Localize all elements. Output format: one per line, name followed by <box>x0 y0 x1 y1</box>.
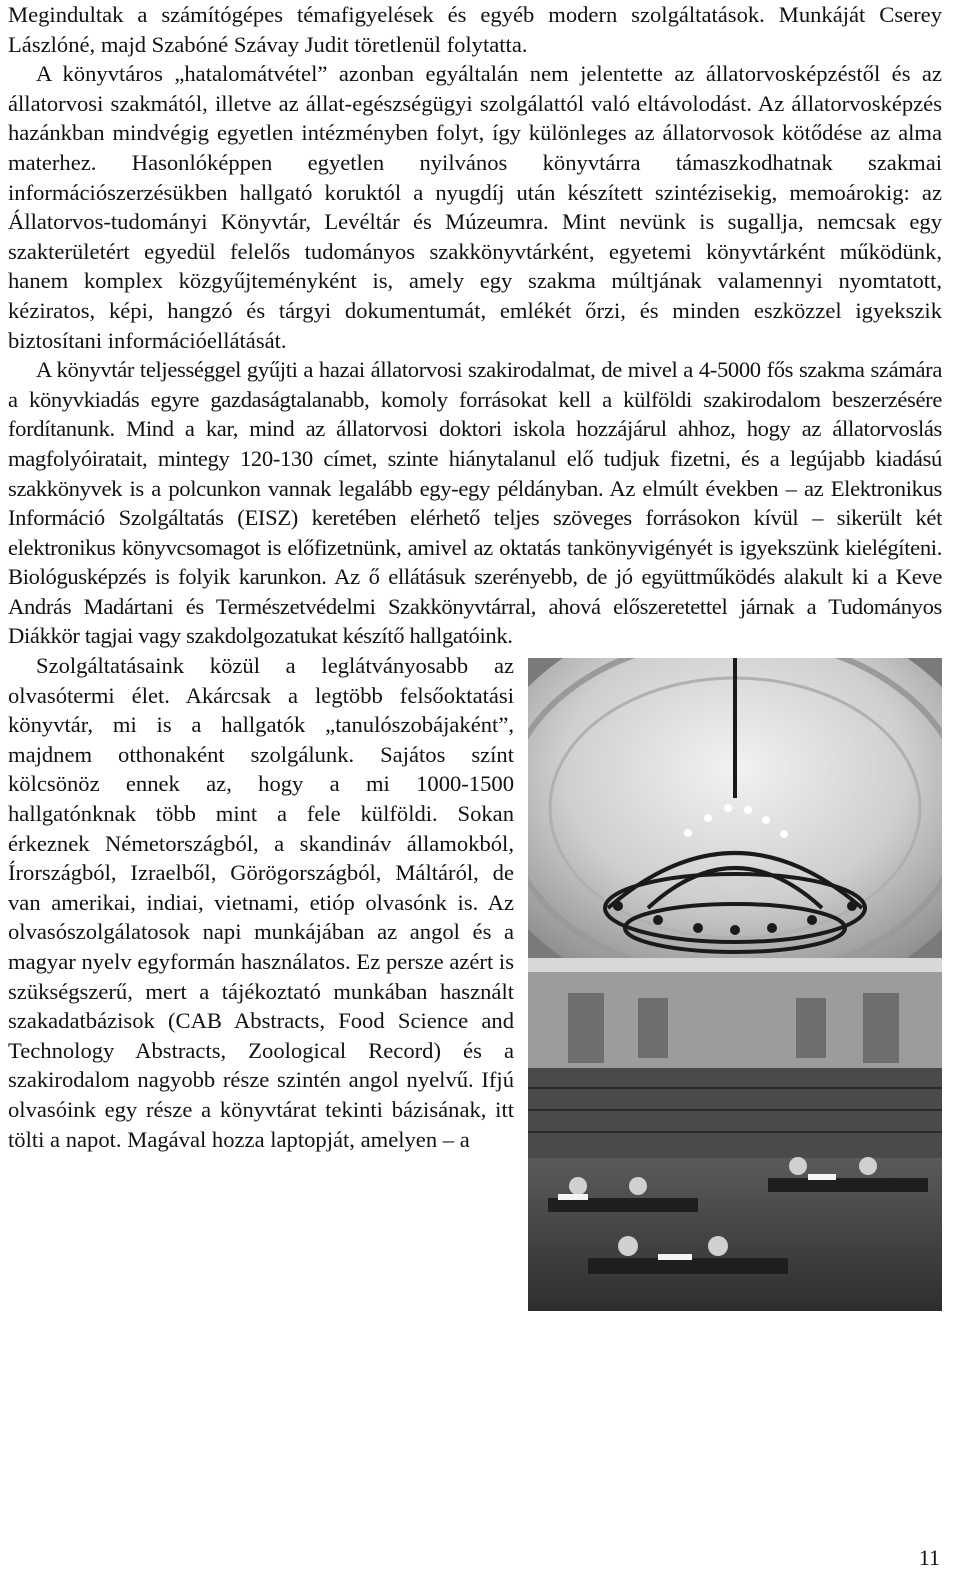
document-page <box>8 0 942 1311</box>
paragraph-4: Szolgáltatásaink közül a leglátványosabb az olvasótermi élet. Akárcsak a legtöbb felsőoktatási könyvtár, mi is a hallgatók „tanulószobájaként”, majdnem otthonaként szolgálunk. Sajátos színt kölcsönöz ennek az, hogy a mi 1000-1500 hallgatónknak több mint a fele külföldi. Sokan érkeznek Németországból, a skandináv államokból, Írországból, Izraelből, Görögországból, Máltáról, de van amerikai, indiai, vietnami, etióp olvasónk is. Az olvasószolgálatosok napi munkájában az angol és a magyar nyelv egyformán használatos. Ez persze azért is szükségszerű, mert a tájékoztató munkában használt szakadatbázisok (CAB Abstracts, Food Science and Technology Abstracts, Zoological Record) és a szakirodalom nagyobb része szintén angol nyelvű. Ifjú olvasóink egy része a könyvtárat tekinti bázisának, itt tölti a napot. Magával hozza laptopját, amelyen – a <box>8 653 514 1152</box>
intro-paragraph: Megindultak a számítógépes témafigyelések és egyéb modern szolgáltatások. Munkáját Cserey Lászlóné, majd Szabóné Szávay Judit töretlenül folytatta. <box>8 2 942 57</box>
paragraph-2: A könyvtáros „hatalomátvétel” azonban egyáltalán nem jelentette az állatorvosképzéstől és az állatorvosi szakmától, illetve az állat-egészségügyi szolgálattól való eltávolodást. Az állatorvosképzés hazánkban mindvégig egyetlen intézményben folyt, így különleges az állatorvosok kötődése az alma materhez. Hasonlóképpen egyetlen nyilvános könyvtárra támaszkodhatnak szakmai információszerzésükben hallgató koruktól a nyugdíj után készített szintézisekig, memoárokig: az Állatorvos-tudományi Könyvtár, Levéltár és Múzeumra. Mint nevünk is sugallja, nemcsak egy szakterületért egyedül felelős tudományos szakkönyvtárként, egyetemi könyvtárként működünk, hanem komplex közgyűjteményként is, amely egy szakma múltjának valamennyi nyomtatott, kéziratos, képi, hangzó és tárgyi dokumentumát, emlékét őrzi, és minden eszközzel igyekszik biztosítani információellátását. <box>8 61 942 353</box>
page-number: 11 <box>918 1545 940 1570</box>
photo-section <box>8 651 942 1154</box>
reading-room-photo-icon <box>528 658 942 1311</box>
reading-room-photo <box>528 658 942 1311</box>
paragraph-3: A könyvtár teljességgel gyűjti a hazai állatorvosi szakirodalmat, de mivel a 4-5000 fős szakma számára a könyvkiadás egyre gazdaságtalanabb, komoly forrásokat kell a külföldi szakirodalom beszerzésére fordítanunk. Mind a kar, mind az állatorvosi doktori iskola hozzájárul ahhoz, hogy az állatorvoslás magfolyóiratait, mintegy 120-130 címet, szinte hiánytalanul elő tudjuk fizetni, és a legújabb kiadású szakkönyvek is a polcunkon vannak legalább egy-egy példányban. Az elmúlt években – az Elektronikus Információ Szolgáltatás (EISZ) keretében elérhető teljes szöveges forrásokon kívül – sikerült két elektronikus könyvcsomagot is előfizetnünk, amivel az oktatás tankönyvigényét is igyekszünk kielégíteni. Biológusképzés is folyik karunkon. Az ő ellátásuk szerényebb, de jó együttműködés alakult ki a Keve András Madártani és Természetvédelmi Szakkönyvtárral, ahová előszeretettel járnak a Tudományos Diákkör tagjai vagy szakdolgozatukat készítő hallgatóink. <box>8 357 942 649</box>
